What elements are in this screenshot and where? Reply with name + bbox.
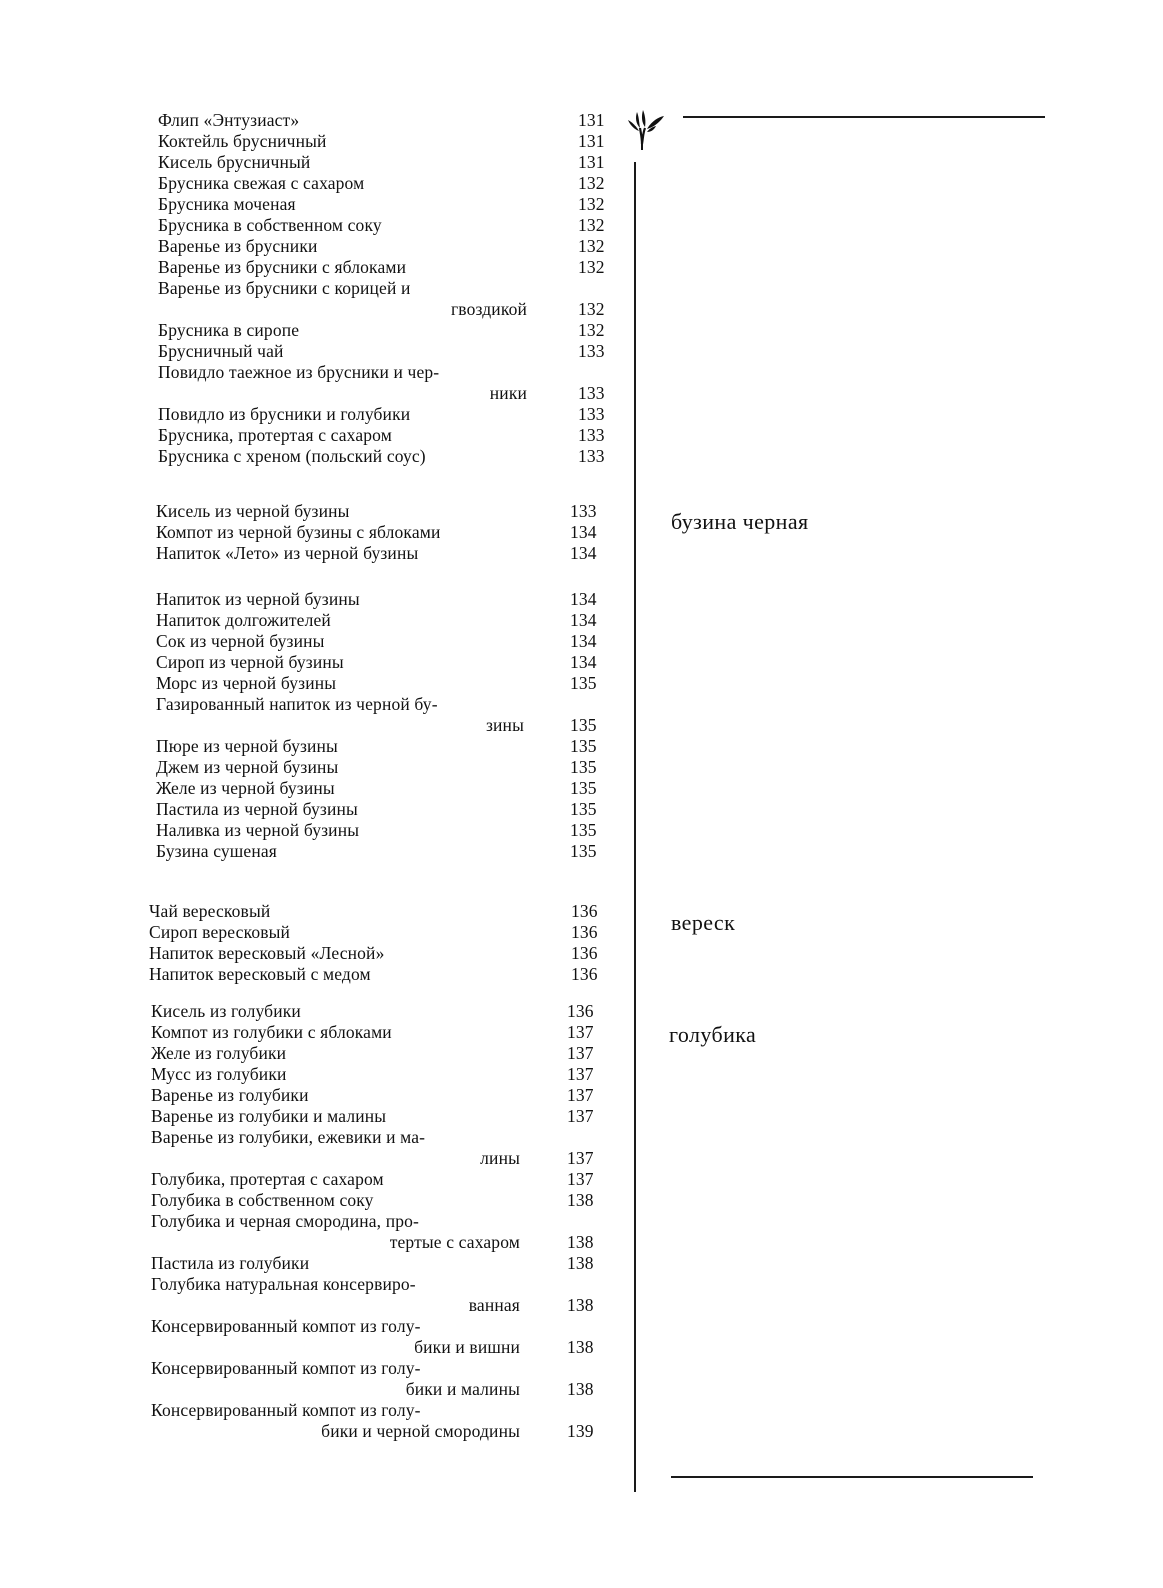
entry-page-number: 138 [567, 1253, 594, 1273]
entry-page-number: 133 [578, 341, 605, 361]
section-label-veresk: вереск [671, 910, 736, 935]
entry-page-number: 132 [578, 299, 605, 319]
top-rule [683, 116, 1045, 118]
entry-title: Голубика, протертая с сахаром [151, 1169, 384, 1189]
entry-title-continuation: бики и малины [405, 1379, 520, 1399]
entry-page-number: 134 [570, 589, 597, 609]
entry-page-number: 137 [567, 1169, 594, 1189]
entry-title: Кисель из черной бузины [156, 501, 350, 521]
entry-page-number: 136 [567, 1001, 594, 1021]
entry-page-number: 134 [570, 631, 597, 651]
entry-page-number: 137 [567, 1106, 594, 1126]
entry-title-continuation: лины [480, 1148, 520, 1168]
entry-title: Желе из голубики [151, 1043, 287, 1063]
entry-page-number: 138 [567, 1337, 594, 1357]
entry-title: Бузина сушеная [156, 841, 277, 861]
entry-title: Напиток вересковый «Лесной» [149, 943, 385, 963]
entry-page-number: 137 [567, 1022, 594, 1042]
entry-page-number: 136 [571, 901, 598, 921]
entry-title: Варенье из голубики, ежевики и ма- [151, 1127, 426, 1147]
entry-title: Брусничный чай [158, 341, 284, 361]
entry-page-number: 135 [570, 736, 597, 756]
entry-title: Голубика натуральная консервиро- [151, 1274, 416, 1294]
entry-title: Варенье из брусники с яблоками [158, 257, 407, 277]
entry-title: Джем из черной бузины [156, 757, 339, 777]
entry-page-number: 136 [571, 943, 598, 963]
section-label-buzina: бузина черная [671, 509, 809, 534]
section-label-golubika: голубика [669, 1022, 757, 1047]
entry-page-number: 132 [578, 257, 605, 277]
entry-page-number: 139 [567, 1421, 594, 1441]
entry-page-number: 138 [567, 1190, 594, 1210]
entry-title-continuation: ванная [468, 1295, 520, 1315]
column-rule [634, 162, 636, 1492]
entry-page-number: 138 [567, 1379, 594, 1399]
entry-page-number: 135 [570, 778, 597, 798]
entry-page-number: 134 [570, 652, 597, 672]
entry-title: Повидло таежное из брусники и чер- [158, 362, 440, 382]
entry-title-continuation: гвоздикой [450, 299, 527, 319]
entry-page-number: 137 [567, 1064, 594, 1084]
entry-title: Пастила из голубики [151, 1253, 310, 1273]
entry-title-continuation: тертые с сахаром [389, 1232, 520, 1252]
entry-title: Сироп вересковый [149, 922, 291, 942]
entry-page-number: 133 [578, 446, 605, 466]
entry-page-number: 137 [567, 1085, 594, 1105]
entry-page-number: 135 [570, 715, 597, 735]
entry-page-number: 136 [571, 922, 598, 942]
leaf-ornament-icon [624, 108, 668, 152]
entry-page-number: 135 [570, 841, 597, 861]
entry-title: Компот из черной бузины с яблоками [156, 522, 441, 542]
entry-title: Повидло из брусники и голубики [158, 404, 411, 424]
entry-page-number: 132 [578, 173, 605, 193]
entry-title: Сок из черной бузины [156, 631, 325, 651]
entry-title: Напиток из черной бузины [156, 589, 360, 609]
entry-title: Компот из голубики с яблоками [151, 1022, 392, 1042]
entry-title: Варенье из голубики и малины [151, 1106, 387, 1126]
entry-title: Напиток вересковый с медом [149, 964, 371, 984]
entry-page-number: 133 [578, 383, 605, 403]
entry-title: Голубика и черная смородина, про- [151, 1211, 419, 1231]
entry-page-number: 133 [570, 501, 597, 521]
entry-title-continuation: бики и вишни [414, 1337, 520, 1357]
entry-title: Консервированный компот из голу- [151, 1400, 421, 1420]
entry-page-number: 133 [578, 425, 605, 445]
entry-title: Брусника свежая с сахаром [158, 173, 365, 193]
entry-page-number: 132 [578, 194, 605, 214]
entry-title: Мусс из голубики [151, 1064, 287, 1084]
entry-title: Морс из черной бузины [156, 673, 337, 693]
entry-page-number: 131 [578, 152, 605, 172]
entry-page-number: 137 [567, 1148, 594, 1168]
entry-title: Чай вересковый [149, 901, 271, 921]
entry-title: Варенье из голубики [151, 1085, 309, 1105]
entry-title-continuation: бики и черной смородины [321, 1421, 520, 1441]
bottom-rule [671, 1476, 1033, 1478]
entry-title: Брусника, протертая с сахаром [158, 425, 392, 445]
entry-title: Варенье из брусники с корицей и [158, 278, 411, 298]
entry-page-number: 135 [570, 757, 597, 777]
entry-title: Кисель брусничный [158, 152, 311, 172]
entry-title: Наливка из черной бузины [156, 820, 360, 840]
entry-title-continuation: ники [489, 383, 527, 403]
entry-title: Брусника с хреном (польский соус) [158, 446, 426, 466]
entry-page-number: 138 [567, 1295, 594, 1315]
entry-page-number: 132 [578, 236, 605, 256]
entry-title: Желе из черной бузины [156, 778, 335, 798]
entry-page-number: 134 [570, 522, 597, 542]
entry-page-number: 133 [578, 404, 605, 424]
entry-title: Кисель из голубики [151, 1001, 301, 1021]
entry-page-number: 134 [570, 610, 597, 630]
entry-title: Коктейль брусничный [158, 131, 327, 151]
entry-title: Напиток долгожителей [156, 610, 331, 630]
entry-title: Консервированный компот из голу- [151, 1358, 421, 1378]
entry-page-number: 131 [578, 131, 605, 151]
entry-page-number: 138 [567, 1232, 594, 1252]
entry-title: Пюре из черной бузины [156, 736, 338, 756]
entry-page-number: 131 [578, 110, 605, 130]
entry-title: Варенье из брусники [158, 236, 318, 256]
entry-title-continuation: зины [485, 715, 524, 735]
entry-title: Сироп из черной бузины [156, 652, 344, 672]
entry-page-number: 132 [578, 215, 605, 235]
entry-title: Напиток «Лето» из черной бузины [156, 543, 419, 563]
entry-title: Брусника моченая [158, 194, 296, 214]
entry-page-number: 137 [567, 1043, 594, 1063]
entry-title: Пастила из черной бузины [156, 799, 358, 819]
entry-page-number: 136 [571, 964, 598, 984]
entry-title: Газированный напиток из черной бу- [156, 694, 438, 714]
entry-title: Консервированный компот из голу- [151, 1316, 421, 1336]
entry-title: Голубика в собственном соку [151, 1190, 374, 1210]
entry-page-number: 134 [570, 543, 597, 563]
entry-title: Брусника в сиропе [158, 320, 300, 340]
entry-page-number: 135 [570, 820, 597, 840]
entry-page-number: 132 [578, 320, 605, 340]
entry-title: Брусника в собственном соку [158, 215, 382, 235]
entry-page-number: 135 [570, 799, 597, 819]
entry-page-number: 135 [570, 673, 597, 693]
entry-title: Флип «Энтузиаст» [158, 110, 300, 130]
